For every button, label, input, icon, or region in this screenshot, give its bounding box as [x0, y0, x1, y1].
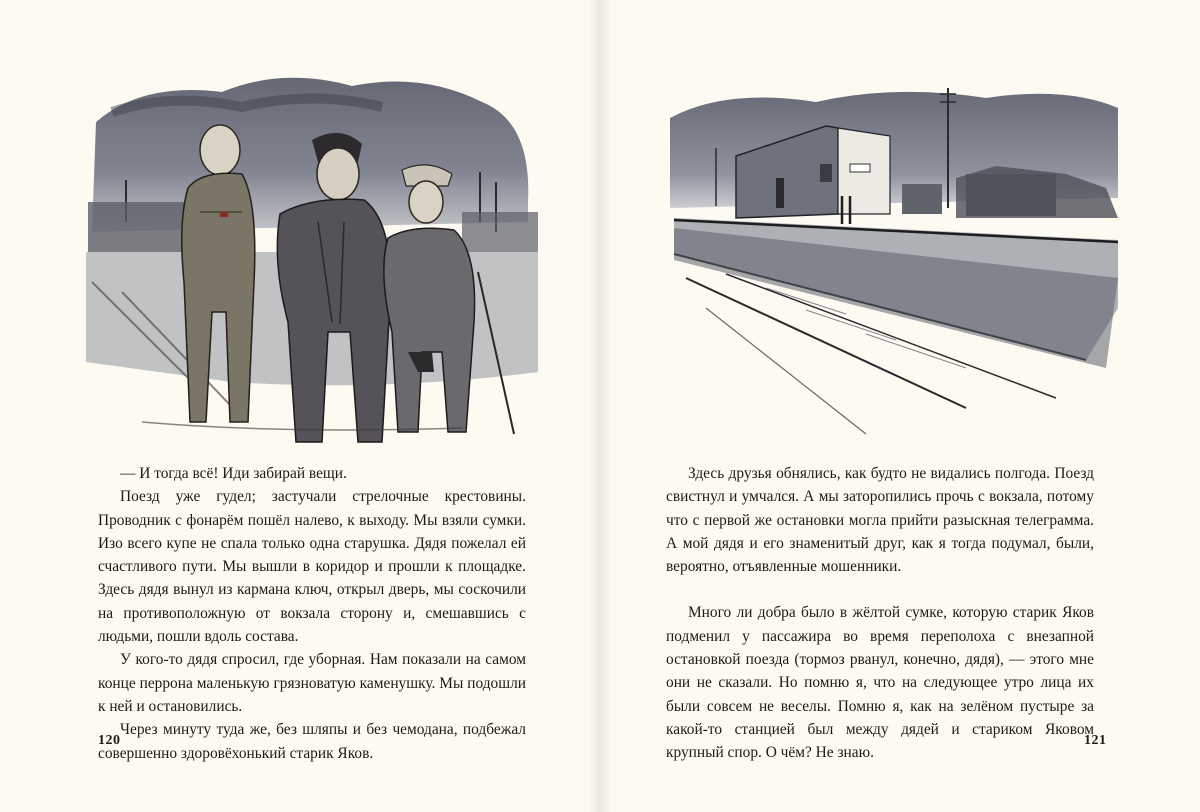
paragraph: Поезд уже гудел; застучали стрелочные крестовины. Проводник с фонарём пошёл налево, к выходу. Мы взяли сумки. Изо всего купе не спала только одна старушка. Дядя пожелал ей счастливого пути. Мы вышли в коридор и прошли к площадке. Здесь дядя вынул из кармана ключ, открыл дверь, мы соскочили на противоположную от вокзала сторону и, смешавшись с людьми, пошли вдоль состава. [98, 488, 526, 646]
paragraph: — И тогда всё! Иди забирай вещи. [120, 465, 347, 482]
page-number: 120 [98, 733, 121, 748]
paragraph: Много ли добра было в жёлтой сумке, которую старик Яков подменил у пассажира во время переполоха с внезапной остановкой поезда (тормоз рванул, конечно, дядя), — этого мне они не сказали. Но помню я, что на следующее утро лица их были совсем не веселы. Помню я, как на зелёном пустыре за какой-то станцией был между дядей и стариком Яковом крупный спор. О чём? Не знаю. [666, 604, 1094, 762]
right-page [600, 0, 1200, 812]
paragraph: У кого-то дядя спросил, где уборная. Нам показали на самом конце перрона маленькую грязноватую каменушку. Мы подошли к ней и остановились. [98, 651, 526, 715]
paragraph: Здесь друзья обнялись, как будто не видались полгода. Поезд свистнул и умчался. А мы заторопились прочь с вокзала, потому что с первой же остановки могла прийти разыскная телеграмма. А мой дядя и его знаменитый друг, как я тогда подумал, были, вероятно, отъявленные мошенники. [666, 465, 1094, 576]
right-page-text [666, 462, 1094, 765]
page-number: 121 [1084, 733, 1107, 748]
paragraph: Через минуту туда же, без шляпы и без чемодана, подбежал совершенно здоровёхонький старик Яков. [98, 721, 526, 762]
left-page-text [98, 462, 526, 765]
illustration-station-platform [666, 78, 1122, 438]
illustration-three-men [82, 62, 540, 444]
